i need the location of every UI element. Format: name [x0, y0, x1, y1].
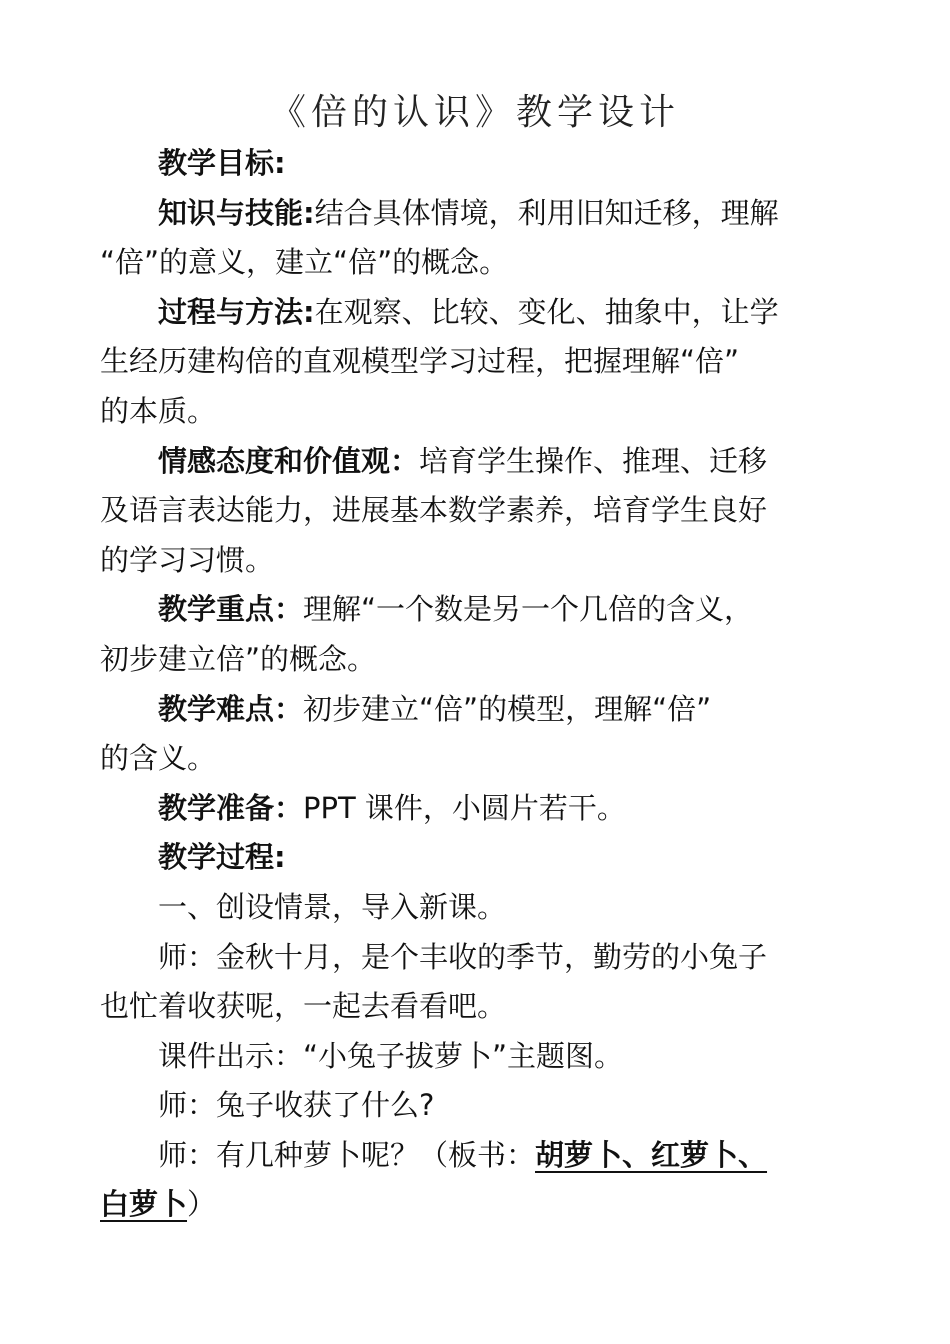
board-writing-2: 白萝卜	[100, 1187, 188, 1222]
knowledge-text-line-1: 结合具体情境，利用旧知迁移，理解	[314, 195, 779, 230]
courseware-text: 课件出示：“小兔子拔萝卜”主题图。	[158, 1038, 624, 1073]
knowledge-paragraph-cont	[100, 238, 840, 288]
knowledge-text-line-2: “倍”的意义，建立“倍”的概念。	[100, 245, 509, 280]
emotion-text-line-1: 培育学生操作、推理、迁移	[419, 443, 768, 478]
emotion-text-line-2: 及语言表达能力，进展基本数学素养，培育学生良好	[100, 493, 768, 528]
emotion-paragraph-cont-2	[100, 536, 840, 586]
preparation-label: 教学准备：	[158, 790, 304, 825]
emotion-label: 情感态度和价值观：	[158, 443, 420, 478]
teacher-3-text-line-1: 师：有几种萝卜呢？（板书：	[158, 1137, 536, 1172]
emotion-paragraph	[100, 437, 840, 487]
emotion-paragraph-cont	[100, 486, 840, 536]
knowledge-label: 知识与技能:	[158, 195, 315, 230]
document-body	[100, 139, 840, 1230]
teacher-3-paragraph	[100, 1131, 840, 1181]
courseware-paragraph	[100, 1032, 840, 1082]
key-point-text-line-1: 理解“一个数是另一个几倍的含义，	[303, 592, 754, 627]
board-writing-close: ）	[187, 1187, 217, 1222]
teacher-1-paragraph	[100, 933, 840, 983]
teacher-1-paragraph-cont	[100, 982, 840, 1032]
process-text-line-3: 的本质。	[100, 393, 217, 428]
teacher-3-paragraph-cont	[100, 1180, 840, 1230]
teacher-1-text-line-1: 师：金秋十月，是个丰收的季节，勤劳的小兔子	[158, 939, 768, 974]
process-paragraph-cont	[100, 337, 840, 387]
key-point-paragraph	[100, 585, 840, 635]
emotion-text-line-3: 的学习习惯。	[100, 542, 275, 577]
teacher-2-text: 师：兔子收获了什么?	[158, 1088, 435, 1123]
process-heading-label: 教学过程:	[158, 840, 286, 875]
key-point-label: 教学重点：	[158, 592, 304, 627]
process-label: 过程与方法:	[158, 294, 315, 329]
difficulty-paragraph	[100, 685, 840, 735]
objectives-heading	[100, 139, 840, 189]
preparation-text: PPT 课件，小圆片若干。	[303, 790, 626, 825]
objectives-heading-label: 教学目标:	[158, 146, 286, 180]
process-paragraph	[100, 288, 840, 338]
difficulty-paragraph-cont	[100, 734, 840, 784]
teacher-1-text-line-2: 也忙着收获呢，一起去看看吧。	[100, 989, 507, 1024]
process-text-line-2: 生经历建构倍的直观模型学习过程，把握理解“倍”	[100, 344, 740, 379]
difficulty-text-line-1: 初步建立“倍”的模型，理解“倍”	[303, 691, 712, 726]
difficulty-text-line-2: 的含义。	[100, 741, 217, 776]
process-heading	[100, 833, 840, 883]
step-one-paragraph	[100, 883, 840, 933]
process-paragraph-cont-2	[100, 387, 840, 437]
teacher-2-paragraph	[100, 1081, 840, 1131]
difficulty-label: 教学难点：	[158, 691, 304, 726]
document-title: 《倍的认识》教学设计	[269, 92, 680, 133]
key-point-text-line-2: 初步建立倍”的概念。	[100, 641, 377, 676]
step-one-text: 一、创设情景，导入新课。	[158, 889, 507, 924]
process-text-line-1: 在观察、比较、变化、抽象中，让学	[314, 294, 779, 329]
preparation-paragraph	[100, 784, 840, 834]
key-point-paragraph-cont	[100, 635, 840, 685]
board-writing-1: 胡萝卜、红萝卜、	[535, 1137, 768, 1172]
knowledge-paragraph	[100, 189, 840, 239]
